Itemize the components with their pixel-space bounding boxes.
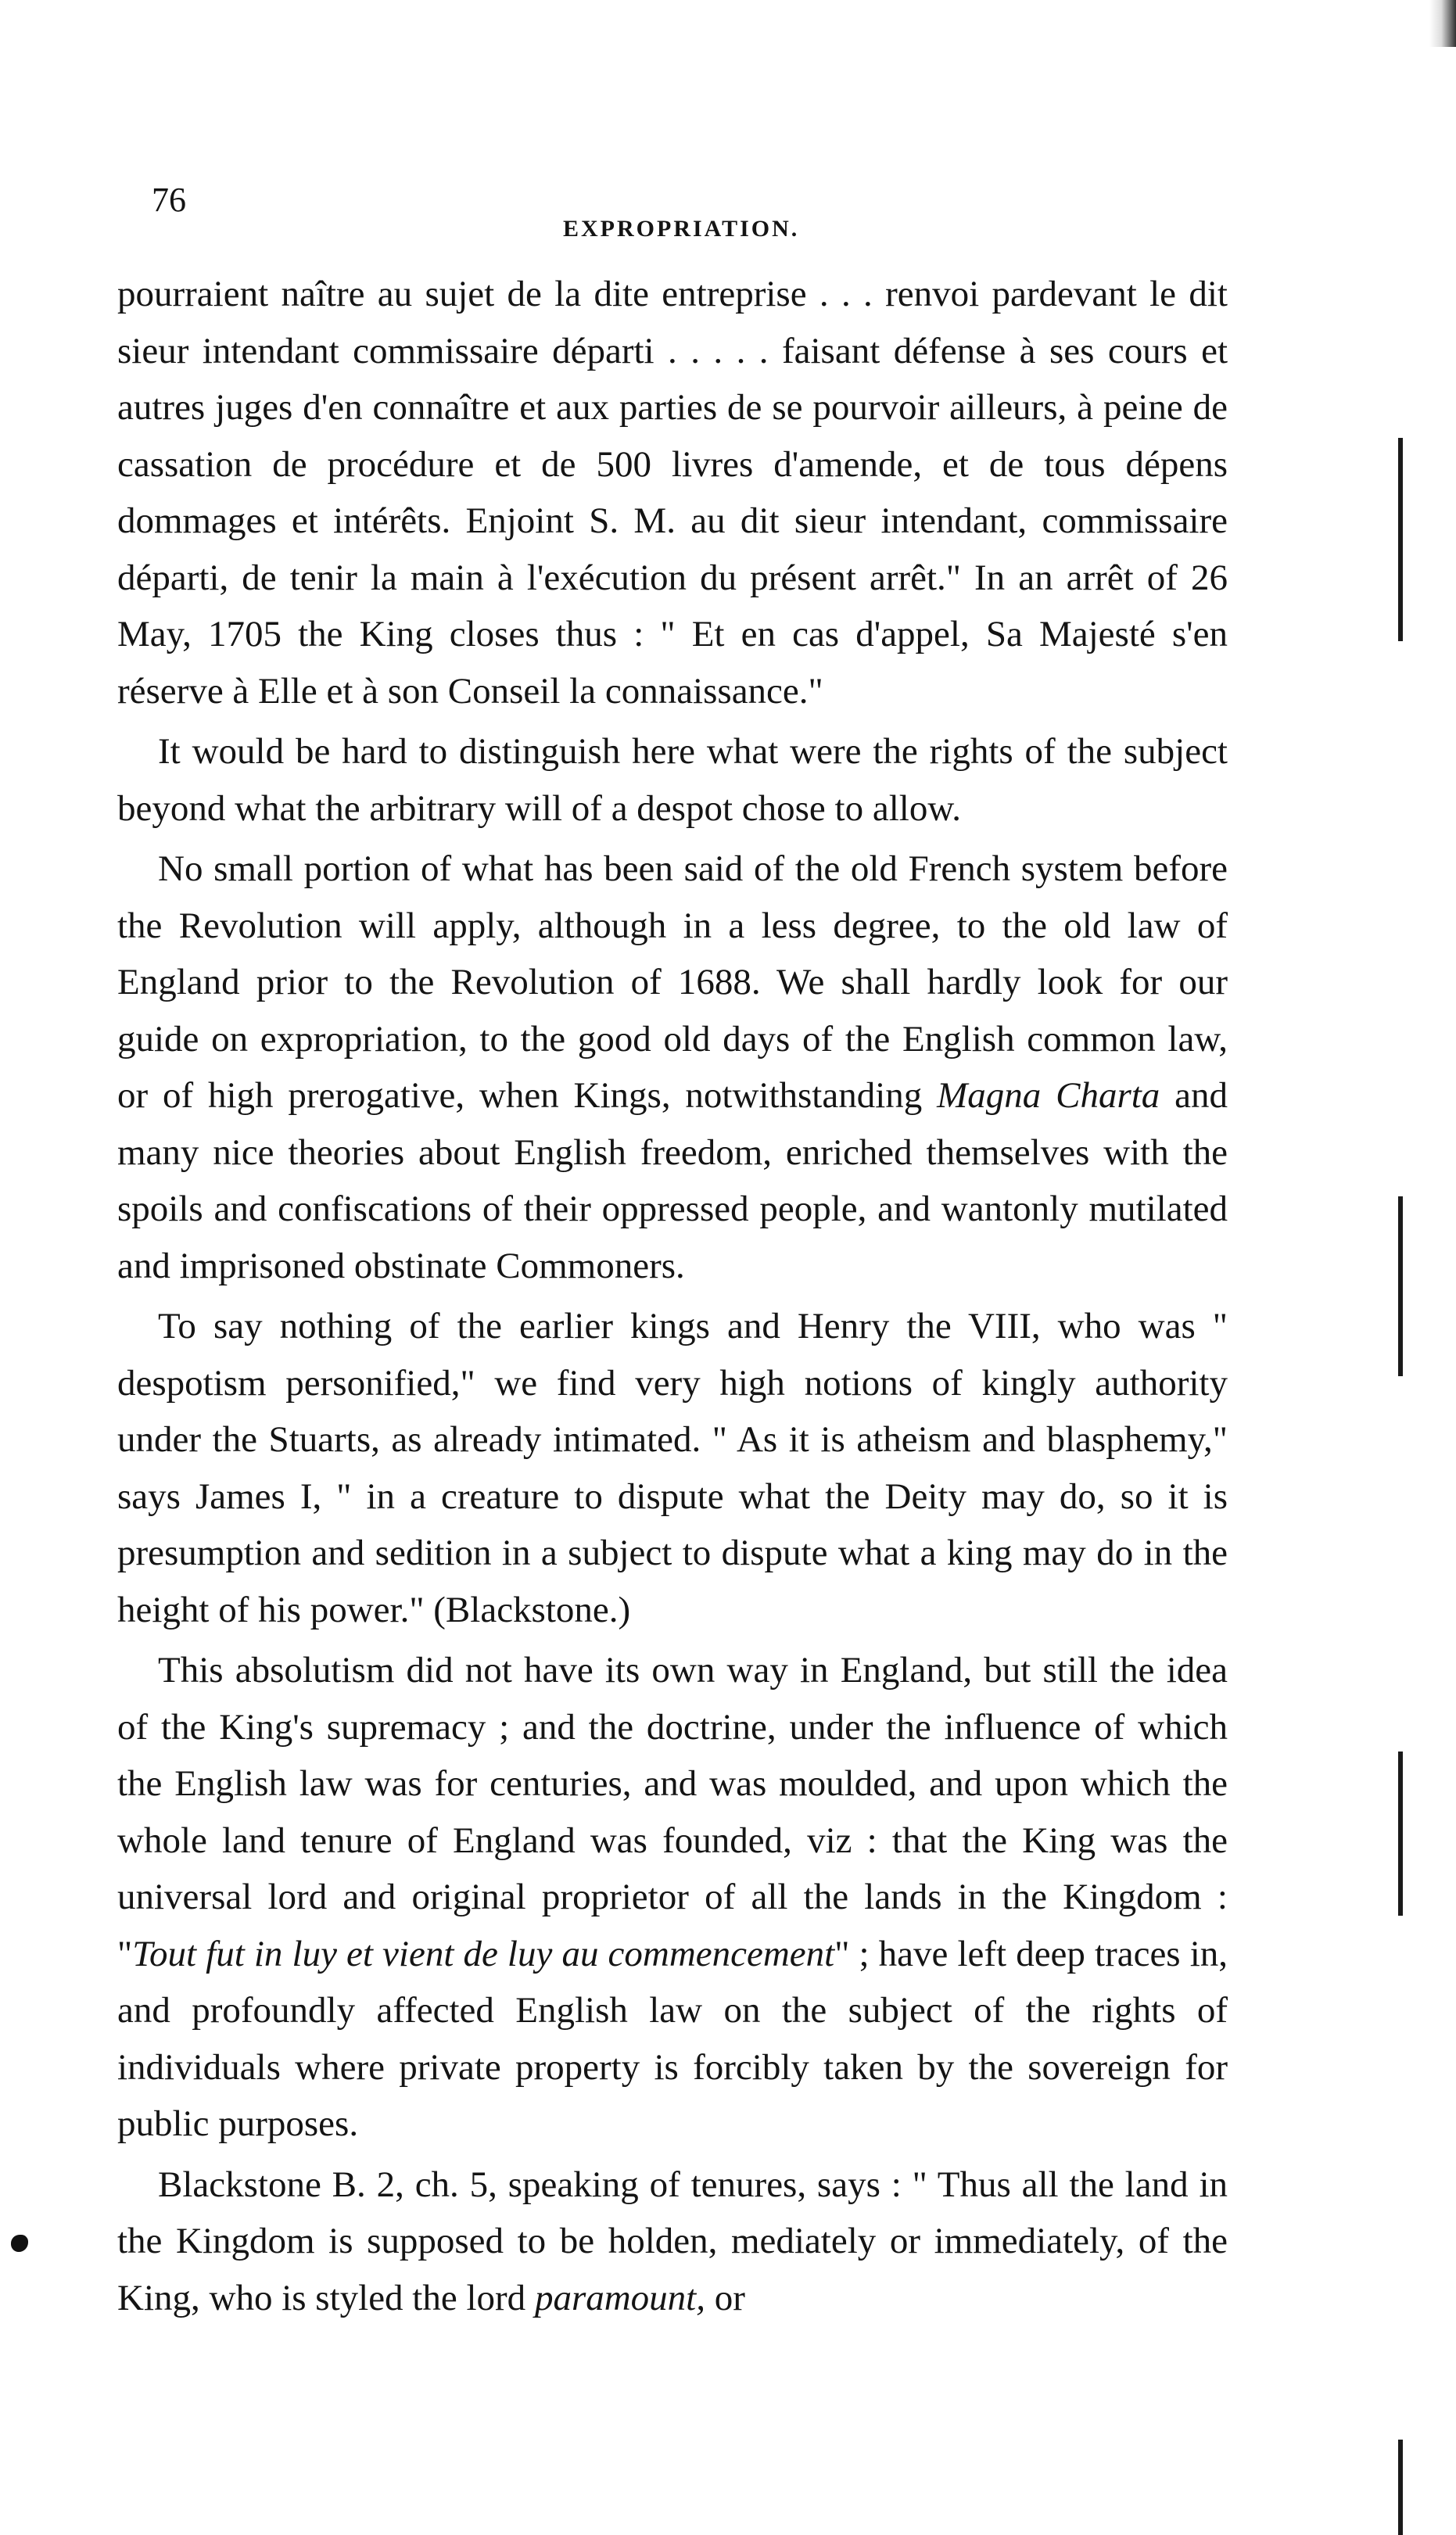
running-head [117,180,1228,266]
running-title: EXPROPRIATION. [563,216,800,242]
margin-ink-mark [11,2235,28,2252]
body-text [117,266,1228,2326]
page-content [117,180,1228,2330]
page-edge-rule-1 [1398,438,1403,641]
paragraph-3 [117,841,1228,1294]
paragraph-6-after: or [705,2277,745,2318]
paragraph-1-text: pourraient naître au sujet de la dite entreprise . . . renvoi pardevant le dit sieur intendant commissaire départi . . . . . faisant défense à ses cours et autres juges d'en connaître et aux parties de se pourvoir ailleurs, à peine de cassation de procédure et de 500 livres d'amende, et de tous dépens dommages et intérêts. Enjoint S. M. au dit sieur intendant, commissaire départi, de tenir la main à l'exécution du présent arrêt." In an arrêt of 26 May, 1705 the King closes thus : " Et en cas d'appel, Sa Majesté s'en réserve à Elle et à son Conseil la connaissance." [117,274,1228,712]
paragraph-4-text: To say nothing of the earlier kings and Henry the VIII, who was " despotism personified," we find very high notions of kingly authority under the Stuarts, as already intimated. " As it is atheism and blasphemy," says James I, " in a creature to dispute what the Deity may do, so it is presumption and sedition in a subject to dispute what a king may do in the height of his power." (Blackstone.) [117,1306,1228,1630]
paragraph-6-text: Blackstone B. 2, ch. 5, speaking of tenures, says : " Thus all the land in the Kingdom is supposed to be holden, mediately or immediately, of the King, who is styled the lord [117,2164,1228,2318]
page-edge-rule-4 [1398,2440,1403,2535]
paragraph-3-text: No small portion of what has been said of the old French system before the Revolution will apply, although in a less degree, to the old law of England prior to the Revolution of 1688. We shall hardly look for our guide on expropriation, to the good old days of the English common law, or of high prerogative, when Kings, notwithstanding [117,848,1228,1116]
paragraph-5 [117,1642,1228,2153]
paragraph-6 [117,2157,1228,2327]
paragraph-4 [117,1298,1228,1638]
paragraph-1 [117,266,1228,719]
paragraph-3-after: and many nice theories about English freedom, enriched themselves with the spoils and confiscations of their oppressed people, and wantonly mutilated and imprisoned obstinate Commoners. [117,1075,1228,1286]
paragraph-2 [117,723,1228,837]
paragraph-5-text: This absolutism did not have its own way in England, but still the idea of the King's supremacy ; and the doctrine, under the influence of which the English law was for centuries, and was moulded, and upon which the whole land tenure of England was founded, viz : that the King was the universal lord and original proprietor of all the lands in the Kingdom : " [117,1650,1228,1974]
page-edge-rule-3 [1398,1752,1403,1916]
paragraph-5-after: " ; have left deep traces in, and profoundly affected English law on the subject of the rights of individuals where private property is forcibly taken by the sovereign for public purposes. [117,1933,1228,2144]
paragraph-5-italic: Tout fut in luy et vient de luy au commencement [132,1933,835,1974]
page-edge-shadow-top [1429,0,1456,47]
paragraph-3-italic: Magna Charta [937,1075,1160,1116]
paragraph-6-italic: paramount, [534,2277,705,2318]
page-number: 76 [152,181,186,219]
paragraph-2-text: It would be hard to distinguish here what were the rights of the subject beyond what the arbitrary will of a despot chose to allow. [117,731,1228,829]
page-edge-rule-2 [1398,1196,1403,1376]
